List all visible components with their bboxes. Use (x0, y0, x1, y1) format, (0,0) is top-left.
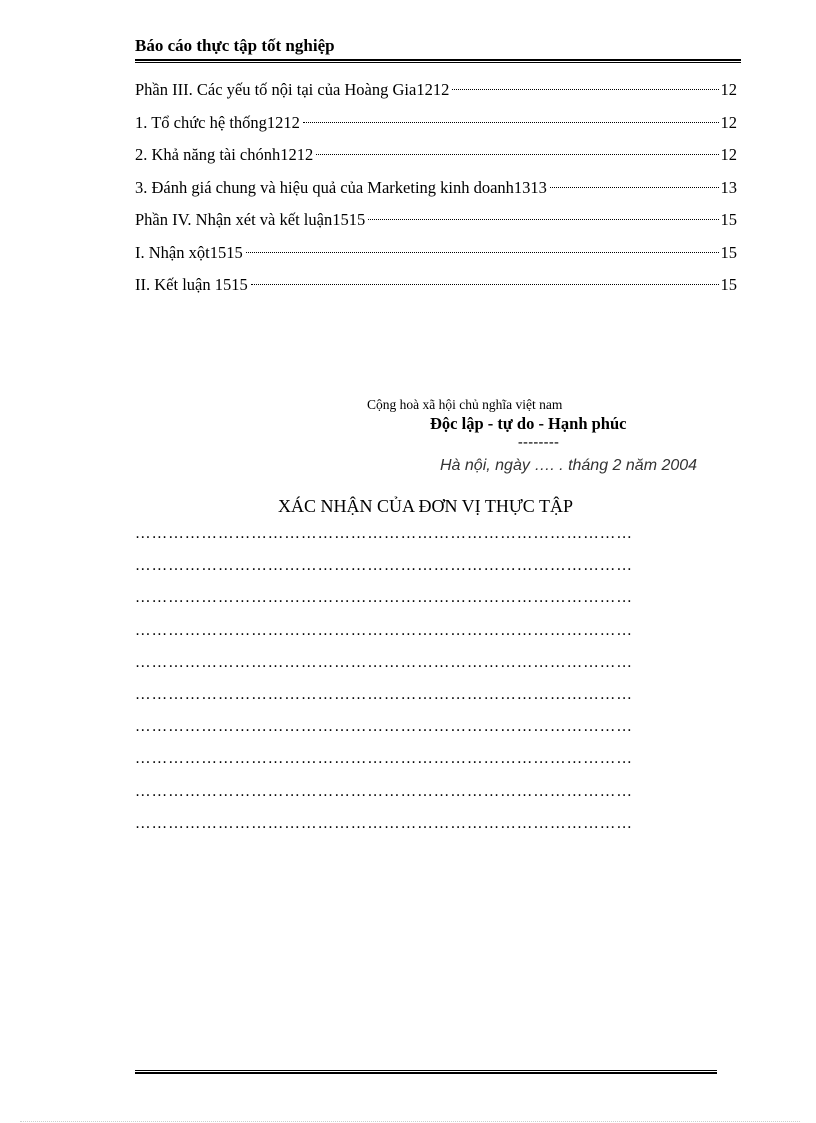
report-title: Báo cáo thực tập tốt nghiệp (135, 36, 335, 55)
toc-dot-leader (316, 154, 718, 155)
toc-dot-leader (246, 252, 719, 253)
blank-line: ……………………………………………………………………………… (135, 718, 633, 736)
header-rule-thin (135, 62, 741, 63)
page-header (135, 34, 741, 63)
toc-entry-page: 15 (720, 210, 737, 229)
blank-line: ……………………………………………………………………………… (135, 525, 633, 542)
blank-line: ……………………………………………………………………………… (135, 685, 633, 703)
toc-dot-leader (251, 284, 719, 285)
toc-entry-page: 12 (720, 145, 737, 164)
toc-entry-label: 1. Tổ chức hệ thống1212 (135, 112, 300, 132)
date-line: Hà nội, ngày …. . tháng 2 năm 2004 (440, 457, 698, 474)
toc-dot-leader (452, 89, 718, 90)
toc-entry[interactable] (135, 271, 737, 304)
toc-entry-page: 12 (720, 80, 737, 99)
toc-entry-label: Phần III. Các yếu tố nội tại của Hoàng Gia1212 (135, 80, 450, 99)
blank-line: ……………………………………………………………………………… (135, 814, 633, 832)
toc-dot-leader (303, 122, 719, 123)
page-bottom-edge (20, 1121, 800, 1122)
toc-entry-page: 12 (720, 112, 737, 132)
toc-entry[interactable] (135, 239, 737, 272)
confirmation-heading: XÁC NHẬN CỦA ĐƠN VỊ THỰC TẬP (278, 496, 573, 516)
blank-line: ……………………………………………………………………………… (135, 589, 633, 607)
page-footer (135, 1070, 717, 1074)
blank-line: ……………………………………………………………………………… (135, 750, 633, 768)
table-of-contents (135, 76, 737, 304)
toc-entry[interactable] (135, 174, 737, 207)
toc-entry-label: II. Kết luận 1515 (135, 275, 248, 294)
blank-line: ……………………………………………………………………………… (135, 782, 633, 800)
footer-rule-thin (135, 1070, 717, 1071)
toc-entry-label: 2. Khả năng tài chónh1212 (135, 145, 314, 164)
blank-line: ……………………………………………………………………………… (135, 653, 633, 671)
toc-entry[interactable] (135, 109, 737, 142)
toc-entry[interactable] (135, 76, 737, 109)
national-motto: Độc lập - tự do - Hạnh phúc (430, 414, 627, 433)
blank-line: ……………………………………………………………………………… (135, 621, 633, 639)
republic-name: Cộng hoà xã hội chủ nghĩa việt nam (367, 397, 563, 412)
toc-entry-page: 15 (720, 275, 737, 294)
toc-entry-label: Phần IV. Nhận xét và kết luận1515 (135, 210, 366, 229)
toc-dot-leader (550, 187, 719, 188)
motto-separator: -------- (518, 435, 560, 450)
toc-entry-label: 3. Đánh giá chung và hiệu quả của Marketing kinh doanh1313 (135, 177, 547, 197)
header-rule-thick (135, 59, 741, 61)
toc-entry-page: 13 (720, 177, 737, 197)
toc-dot-leader (368, 219, 718, 220)
blank-line: ……………………………………………………………………………… (135, 557, 633, 575)
toc-entry[interactable] (135, 141, 737, 174)
toc-entry-label: I. Nhận xột1515 (135, 242, 243, 262)
toc-entry[interactable] (135, 206, 737, 239)
footer-rule-thick (135, 1072, 717, 1074)
confirmation-blank-area (135, 518, 715, 840)
toc-entry-page: 15 (720, 242, 737, 262)
